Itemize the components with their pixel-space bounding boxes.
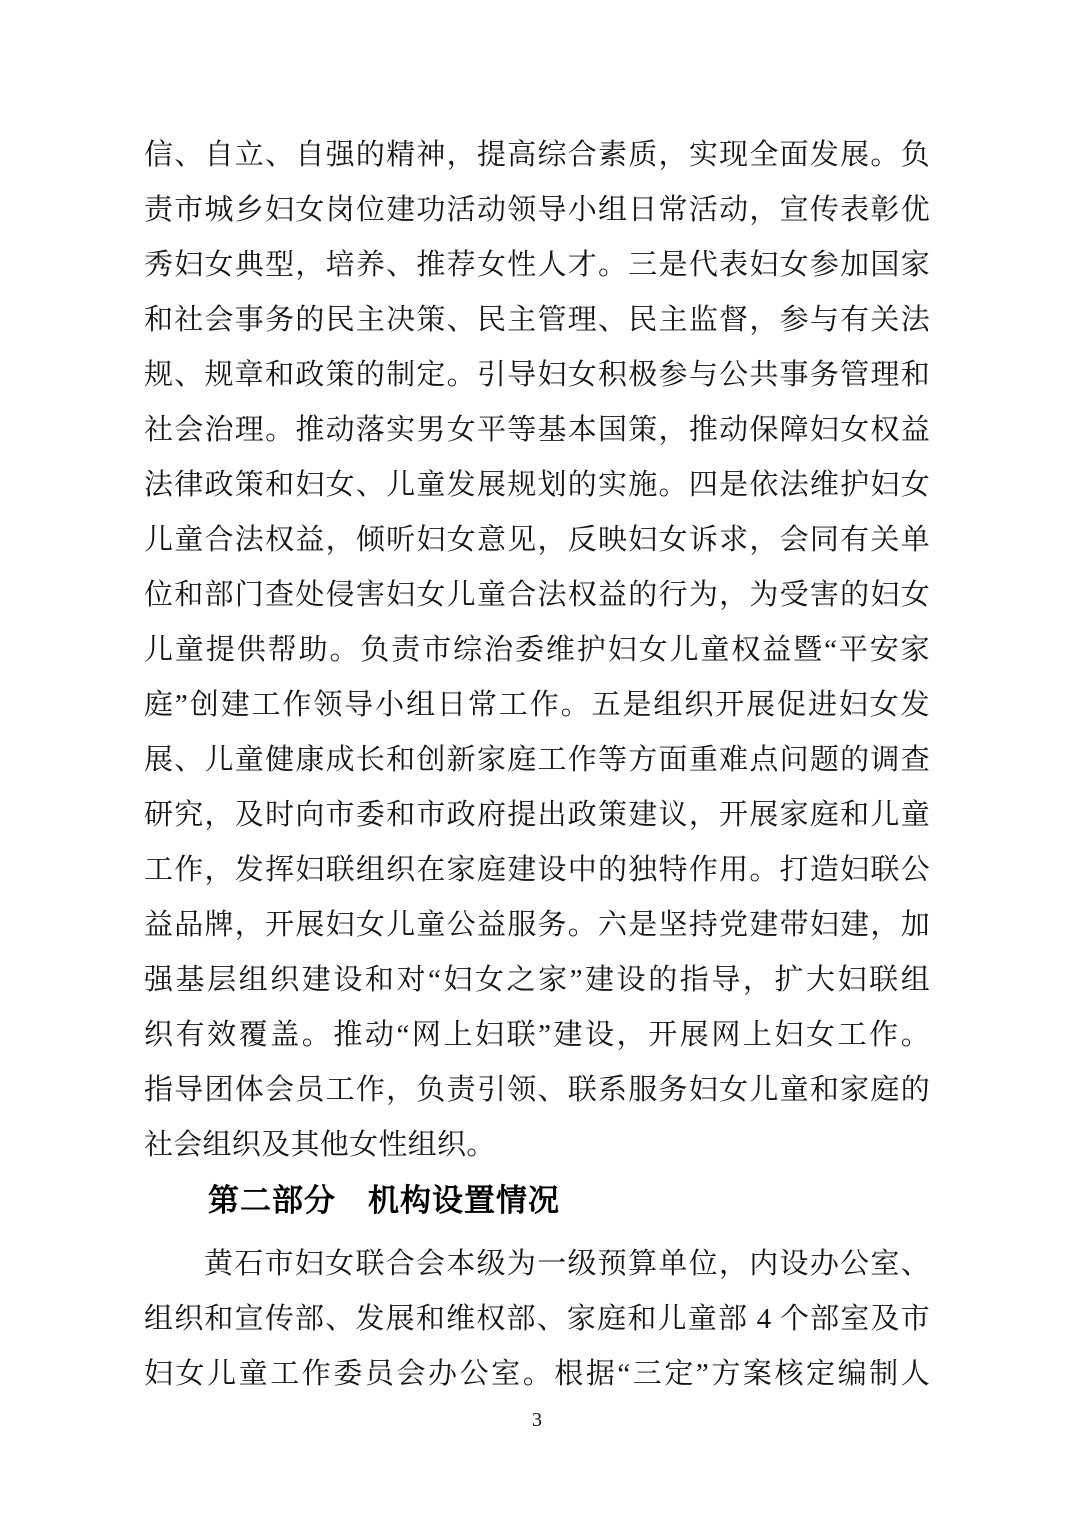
page-number: 3 xyxy=(532,1409,542,1431)
body-line: 研究，及时向市委和市政府提出政策建议，开展家庭和儿童 xyxy=(144,799,930,831)
body-line: 益品牌，开展妇女儿童公益服务。六是坚持党建带妇建，加 xyxy=(144,909,930,941)
section-heading-part2: 第二部分 机构设置情况 xyxy=(208,1183,560,1218)
body-line: 织有效覆盖。推动“网上妇联”建设，开展网上妇女工作。 xyxy=(144,1019,930,1051)
paragraph-duties-continued xyxy=(144,128,930,1173)
body-line: 秀妇女典型，培养、推荐女性人才。三是代表妇女参加国家 xyxy=(144,249,930,281)
body-line: 组织和宣传部、发展和维权部、家庭和儿童部 4 个部室及市 xyxy=(144,1303,930,1335)
body-line: 责市城乡妇女岗位建功活动领导小组日常活动，宣传表彰优 xyxy=(144,194,930,226)
body-line: 规、规章和政策的制定。引导妇女积极参与公共事务管理和 xyxy=(144,359,930,391)
body-line: 展、儿童健康成长和创新家庭工作等方面重难点问题的调查 xyxy=(144,744,930,776)
body-line: 位和部门查处侵害妇女儿童合法权益的行为，为受害的妇女 xyxy=(144,579,930,611)
body-line: 和社会事务的民主决策、民主管理、民主监督，参与有关法 xyxy=(144,304,930,336)
body-line: 强基层组织建设和对“妇女之家”建设的指导，扩大妇联组 xyxy=(144,964,930,996)
body-line: 指导团体会员工作，负责引领、联系服务妇女儿童和家庭的 xyxy=(144,1074,930,1106)
body-line: 信、自立、自强的精神，提高综合素质，实现全面发展。负 xyxy=(144,139,930,171)
body-line: 儿童合法权益，倾听妇女意见，反映妇女诉求，会同有关单 xyxy=(144,524,930,556)
paragraph-org-structure xyxy=(144,1237,930,1402)
body-line: 儿童提供帮助。负责市综治委维护妇女儿童权益暨“平安家 xyxy=(144,634,930,666)
body-line: 社会治理。推动落实男女平等基本国策，推动保障妇女权益 xyxy=(144,414,930,446)
body-line: 工作，发挥妇联组织在家庭建设中的独特作用。打造妇联公 xyxy=(144,854,930,886)
body-line: 庭”创建工作领导小组日常工作。五是组织开展促进妇女发 xyxy=(144,689,930,721)
body-line: 法律政策和妇女、儿童发展规划的实施。四是依法维护妇女 xyxy=(144,469,930,501)
body-line: 社会组织及其他女性组织。 xyxy=(144,1129,496,1161)
body-line: 妇女儿童工作委员会办公室。根据“三定”方案核定编制人 xyxy=(144,1358,930,1390)
body-line: 黄石市妇女联合会本级为一级预算单位，内设办公室、 xyxy=(204,1248,930,1280)
